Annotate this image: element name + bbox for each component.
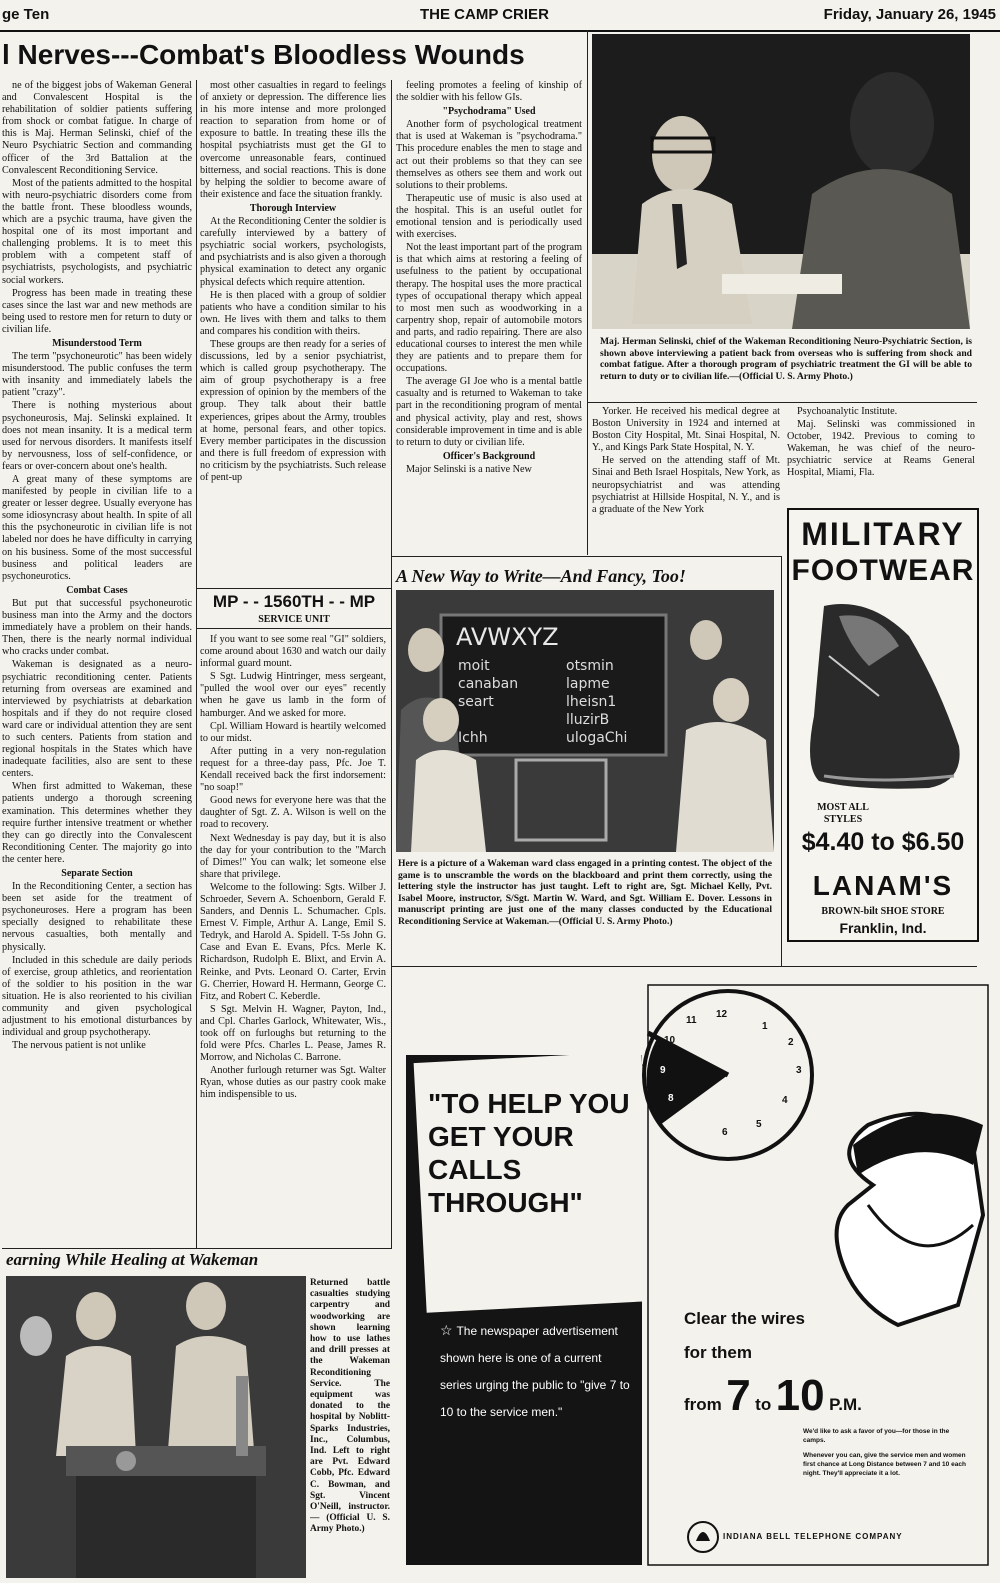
learning-kicker: earning While Healing at Wakeman [6, 1250, 259, 1269]
article-paragraph: Yorker. He received his medical degree at Boston University in 1924 and interned at Boston City Hospital, Mt. Sinai Hospital, N. Y., and Kings Park State Hospital, N. Y. [592, 406, 780, 454]
mp-paragraph: Cpl. William Howard is heartily welcomed to our midst. [200, 720, 386, 744]
article-paragraph: But put that successful psychoneurotic business man into the Army and the doctors immediately have a problem on their hands. Then, there is the nearly normal individual who cracks under combat. [2, 597, 192, 658]
subhead: Combat Cases [66, 584, 128, 596]
paper-name: THE CAMP CRIER [420, 6, 549, 23]
clock-number: 11 [686, 1015, 697, 1026]
article-paragraph: The term "psychoneurotic" has been widely misunderstood. The public confuses the term with insanity and immediately labels the patient "crazy". [2, 351, 192, 399]
article-paragraph: Major Selinski is a native New [406, 463, 532, 475]
mp-paragraph: Welcome to the following: Sgts. Wilber J. Schroeder, Severn A. Schoenborn, Gerald F. Sanders, and Dennis L. Schumacher. Cpls. Ernest V. Fimple, Arthur A. Lange, Emil S. Tedryk, and Harold A. Spidell. T-5s John G. Case and Evan E. Evans, Pfcs. Merle K. Richardson, Rudolph E. Blixt, and Ervin A. Reinke, and Pvts. Leonard O. Carter, Ervin G. Cherrier, Howard H. Hermann, George C. Fitz, and Robert C. Keberdle. [200, 881, 386, 1002]
mp-paragraph: S Sgt. Melvin H. Wagner, Payton, Ind., and Cpl. Charles Garlock, Whitewater, Wis., took off on furloughs but returning to the fold were Pfcs. Charles L. Pease, James R. Morrow, and Nicholas C. Barrone. [200, 1003, 386, 1064]
masthead [0, 0, 1000, 32]
article-paragraph: feeling promotes a feeling of kinship of the soldier with his fellow GIs. [396, 80, 582, 104]
column-rule [781, 556, 782, 966]
column-rule [196, 80, 197, 1248]
new-way-kicker: A New Way to Write—And Fancy, Too! [396, 566, 686, 586]
mp-paragraph: Another furlough returner was Sgt. Walter Ryan, whose duties as our pastry cook make him indispensible to us. [200, 1065, 386, 1101]
article-paragraph: At the Reconditioning Center the soldier is carefully interviewed by a battery of psychiatric social workers, psychologists, and psychiatrists and is also given a thorough physical examination to detect any organic physical defects which require attention. [200, 216, 386, 288]
clock-number: 10 [664, 1035, 676, 1046]
mp-paragraph: Next Wednesday is pay day, but it is also the day for your contribution to the "March of Dimes!" You can walk; let someone else share that privilege. [200, 832, 386, 880]
section-rule [392, 556, 782, 557]
mp-paragraph: After putting in a very non-regulation request for a three-day pass, Pfc. Joe T. Kendall received back the first indorsement: "no soap!" [200, 745, 386, 794]
article-paragraph: Maj. Selinski was commissioned in October, 1942. Previous to coming to Wakeman, he was chief of the neuro-psychiatric service at Reams General Hospital, Miami, Fla. [787, 419, 975, 479]
section-rule [196, 588, 392, 589]
carpentry-photo [6, 1276, 306, 1578]
bell-ad-quote: "TO HELP YOU GET YOUR CALLS THROUGH" [428, 1088, 630, 1218]
mp-paragraph: S Sgt. Ludwig Hintringer, mess sergeant, "pulled the wool over our eyes" recently when he gave us lamb in the form of hamburger. And we asked for more. [200, 671, 386, 719]
mp-column [200, 634, 386, 1246]
clock-number: 1 [762, 1021, 768, 1032]
article-paragraph: A great many of these symptoms are manifested by people in civilian life to a greater or lesser degree. Usually everyone has some idiosyncrasy about health. In spite of all this the psychoneurotic in civilian life is not labeled nor does he have difficulty in carrying on his business. Some of the most successful business and political leaders are psychoneurotics. [2, 474, 192, 582]
board-word: otsmin [566, 658, 614, 674]
clock-number: 8 [668, 1093, 674, 1104]
article-paragraph: The nervous patient is not unlike [12, 1040, 146, 1052]
styles-label: STYLES [823, 814, 863, 825]
board-word: moit [458, 658, 490, 674]
mp-paragraph: Good news for everyone here was that the daughter of Sgt. Z. A. Wilson is well on the road to recovery. [200, 795, 386, 831]
page-number: ge Ten [2, 6, 50, 23]
clock-number: 9 [660, 1065, 666, 1076]
carpentry-caption: Returned battle casualties studying carpentry and woodworking are shown learning how to use lathes and drill presses at the Wakeman Reconditioning Service. The equipment was donated to the hospital by Noblitt-Sparks Industries, Inc., Columbus, Ind. Left to right are Pvt. Edward Cobb, Pfc. Edward C. Bowman, and Sgt. Vincent O'Neill, instructor. — (Official U. S. Army Photo.) [310, 1278, 390, 1535]
article-column-5 [787, 406, 975, 502]
store-subtitle: BROWN-bilt SHOE STORE [821, 906, 945, 917]
subhead: Thorough Interview [249, 202, 337, 214]
article-paragraph: When first admitted to Wakeman, these patients undergo a thorough screening examination. This determines whether they require further intensive treatment or whether they can go directly into the Convalescent Reconditioning Center. The majority go into the center here. [2, 781, 192, 865]
printing-class-photo [396, 590, 774, 852]
section-rule [196, 628, 392, 629]
time-to: to [755, 1395, 772, 1414]
indiana-bell-ad [398, 975, 993, 1575]
store-town: Franklin, Ind. [839, 920, 927, 936]
clock-number: 12 [716, 1009, 728, 1020]
article-column-4 [592, 406, 780, 552]
clock-number: 5 [756, 1119, 762, 1130]
board-word: Ichh [458, 730, 488, 746]
article-column-3 [396, 80, 582, 552]
article-paragraph: Included in this schedule are daily periods of exercise, group athletics, and reorientation of the soldier to his position in the war situation. He is also reoriented to his civilian community and given psychological adjustment to his emotional disturbances by individual and group psychotherapy. [2, 954, 192, 1039]
article-paragraph: ne of the biggest jobs of Wakeman General and Convalescent Hospital is the rehabilitation of soldier patients suffering from shock or combat fatigue. In charge of this is Maj. Herman Selinski, chief of the Neuro Psychiatric Section and commanding officer of the 3rd Battalion at the Convalescent Reconditioning Service. [2, 80, 192, 176]
section-rule [587, 402, 977, 403]
bell-ad-note: ☆ The newspaper advertisement shown here is one of a current series urging the public to "give 7 to 10 to the service men." [440, 1322, 630, 1419]
price-range: $4.40 to $6.50 [801, 828, 965, 856]
section-rule [2, 1248, 392, 1249]
ad-title-line-1: MILITARY [801, 516, 965, 552]
article-headline: l Nerves---Combat's Bloodless Wounds [2, 39, 525, 70]
clock-number: 3 [796, 1065, 802, 1076]
clear-wires-line-2: for them [684, 1343, 752, 1362]
article-paragraph: Psychoanalytic Institute. [797, 406, 898, 417]
photo-illustration [6, 1276, 306, 1578]
photo-illustration [592, 34, 970, 329]
article-column-1 [2, 80, 192, 1248]
printing-class-caption: Here is a picture of a Wakeman ward class engaged in a printing contest. The object of the game is to unscramble the words on the blackboard and print them correctly, using the lettering style the instructor has just taught. Left to right are, Sgt. Michael Kelly, Pvt. Isabel Moore, instructor, S/Sgt. Martin W. Ward, and Sgt. William E. Dover. Lessons in manuscript printing are just one of the many classes conducted by the Educational Reconditioning Service at Wakeman.—(Official U. S. Army Photo.) [398, 858, 772, 927]
clock-number: 2 [788, 1037, 794, 1048]
article-paragraph: most other casualties in regard to feelings of anxiety or depression. The difference lies in his more intense and more prolonged reaction to separation from home or of exposure to battle. In treating these ills the hospital psychiatrists must get the GI to overcome unreasonable fears, continued bitterness, and social reactions. This is done by helping the soldier to become aware of their existence and face the situation frankly. [200, 80, 386, 200]
clock-number: 4 [782, 1095, 788, 1106]
article-paragraph: Progress has been made in treating these cases since the last war and new methods are being used to restore men for return to duty or civilian life. [2, 287, 192, 335]
clear-wires-line-1: Clear the wires [684, 1309, 805, 1328]
issue-date: Friday, January 26, 1945 [823, 6, 996, 23]
article-paragraph: He is then placed with a group of soldier patients who have a condition similar to his own. He lives with them and talks to them and compares his condition with theirs. [200, 289, 386, 337]
article-paragraph: Another form of psychological treatment that is used at Wakeman is "psychodrama." This procedure enables the men to stage and act out their problems so that they can see themselves as others see them and work out solutions to their problems. [396, 119, 582, 191]
article-paragraph: Not the least important part of the program is that which aims at restoring a feeling of usefulness to the patient by occupational therapy. The hospital uses the more practical types of occupational therapy which appeal to most men such as woodworking in a carpentry shop, repair of automobile motors and parts, and radio repairing. There are also educational courses to interest the men while they are patients and to prepare them for occupations. [396, 242, 582, 375]
time-from: from [684, 1395, 722, 1414]
article-paragraph: Therapeutic use of music is also used at the hospital. This is an useful outlet for emotional tension and is periodically used with exercises. [396, 192, 582, 241]
column-rule [587, 30, 588, 555]
mp-subheader: SERVICE UNIT [258, 614, 330, 625]
time-ten: 10 [775, 1371, 825, 1420]
article-column-2 [200, 80, 386, 584]
bell-fine-print-2: Whenever you can, give the service men and women first chance at Long Distance between 7 and 10 each night. They'll appreciate it a lot. [803, 1452, 966, 1477]
photo-illustration [396, 590, 774, 852]
board-word: lheisn1 [566, 694, 617, 710]
subhead: "Psychodrama" Used [442, 106, 536, 118]
article-paragraph: He served on the attending staff of Mt. Sinai and Beth Israel Hospitals, New York, as neuropsychiatrist and was attending psychiatrist at Hillside Hospital, N. Y., and is a graduate of the New York [592, 455, 780, 515]
board-word: seart [458, 694, 494, 710]
clock-number: 6 [722, 1127, 728, 1138]
article-paragraph: Wakeman is designated as a neuro-psychiatric reconditioning center. Patients returning from overseas are examined and interviewed by psychiatrists at debarkation hospitals and if they do not require closed ward care or individual attention they are sent to such centers. Patients from station and regional hospitals in the States which have inadequate facilities, also are sent to these centers. [2, 659, 192, 780]
section-rule [392, 966, 977, 967]
subhead: Misunderstood Term [52, 337, 142, 349]
board-word: canaban [458, 676, 519, 692]
military-footwear-ad [787, 508, 979, 942]
article-paragraph: The average GI Joe who is a mental battle casualty and is returned to Wakeman to take part in the reconditioning program of mental and physical activity, play and rest, shows considerable improvement in time and is able to return to duty or civilian life. [396, 376, 582, 448]
article-paragraph: These groups are then ready for a series of discussions, led by a senior psychiatrist, which is called group psychotherapy. The aim of group psychotherapy is a free expression of opinion by the members of the group. They talk about their battle experiences, gripes about the Army, troubles at home, personal fears, and other topics. Every member participates in the discussion and there is full freedom of expression with no criticism by the psychiatrists. Such release of pent-up [200, 338, 386, 483]
bell-ad-artwork [398, 975, 993, 1575]
shoe-icon [799, 596, 969, 796]
selinski-photo-caption: Maj. Herman Selinski, chief of the Wakeman Reconditioning Neuro-Psychiatric Section, is shown above interviewing a patient back from overseas who is suffering from shock and combat fatigue. After a thorough program of psychiatric treatment the GI will be able to return to duty or to civilian life.—(Official U. S. Army Photo.) [600, 336, 972, 382]
subhead: Separate Section [61, 868, 133, 879]
time-range [684, 1371, 862, 1421]
subhead: Officer's Background [442, 450, 536, 462]
article-paragraph: In the Reconditioning Center, a section has been set aside for the treatment of psychoneuroses. Here a program has been specially designed to rehabilitate these nervous casualties, both mentally and physically. [2, 881, 192, 953]
store-name: LANAM'S [812, 870, 954, 901]
selinski-interview-photo [592, 34, 970, 329]
board-word: ulogaChi [566, 730, 628, 746]
mp-paragraph: If you want to see some real "GI" soldiers, come around about 1630 and watch our daily informal guard mount. [200, 634, 386, 670]
time-pm: P.M. [829, 1395, 862, 1414]
ad-title-line-2: FOOTWEAR [791, 554, 975, 587]
article-paragraph: Most of the patients admitted to the hospital with neuro-psychiatric disorders come from the battle front. These bloodless wounds, which are a psychic trauma, have given the hospital one of its most important and challenging problems. It is to meet this problem with a competent staff of psychiatrists, psychologists, and psychiatric social workers. [2, 177, 192, 286]
column-rule [391, 80, 392, 1248]
article-paragraph: There is nothing mysterious about psychoneurosis, Maj. Selinski explained. It does not mean insanity. It is a medical term used for nervous disorders. It manifests itself by nervousness, loss of self-confidence, or fears or over-concern about one's health. [2, 400, 192, 472]
most-all-label: MOST ALL [817, 802, 869, 813]
bell-company: INDIANA BELL TELEPHONE COMPANY [723, 1532, 903, 1541]
star-icon: ☆ [440, 1322, 457, 1338]
board-word: lluzirB [566, 712, 610, 728]
time-seven: 7 [726, 1371, 751, 1420]
board-word: lapme [566, 676, 610, 692]
mp-header: MP - - 1560TH - - MP [212, 592, 376, 611]
bell-fine-print-1: We'd like to ask a favor of you—for those in the camps. [803, 1428, 950, 1444]
board-letters: AVWXYZ [456, 623, 559, 651]
